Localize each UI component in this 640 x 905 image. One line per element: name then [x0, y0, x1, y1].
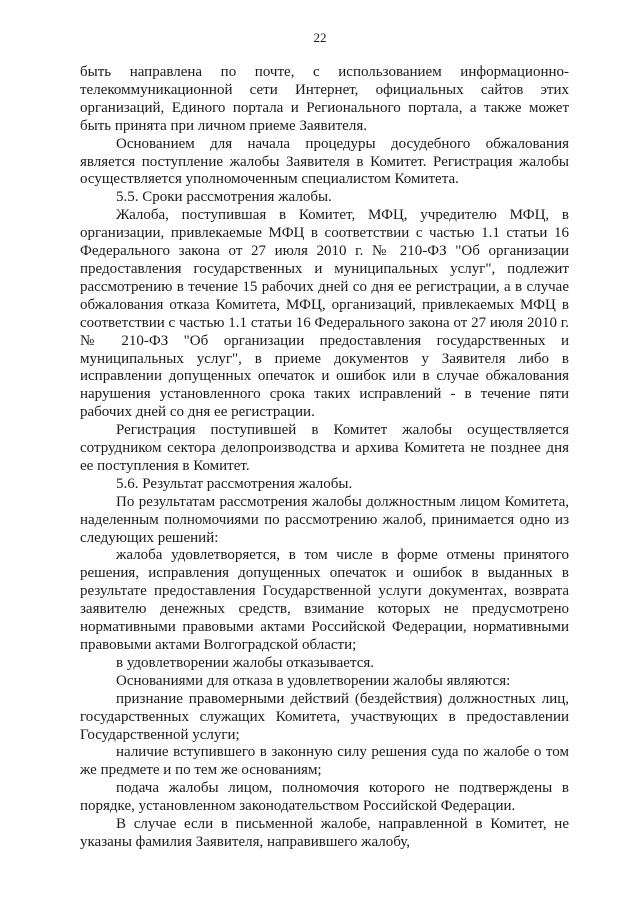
paragraph-1: быть направлена по почте, с использованием информационно-телекоммуникационной сети Интернет, официальных сайтов этих организаций, Единого портала и Регионального портала, а также может быть принята при личном приеме Заявителя. [80, 64, 569, 134]
document-body [80, 64, 569, 852]
paragraph-5: Регистрация поступившей в Комитет жалобы осуществляется сотрудником сектора делопроизводства и архива Комитета не позднее дня ее поступления в Комитет. [80, 422, 569, 474]
paragraph-10: Основаниями для отказа в удовлетворении жалобы являются: [116, 672, 511, 689]
paragraph-12: наличие вступившего в законную силу решения суда по жалобе о том же предмете и по тем же основаниям; [80, 744, 569, 779]
section-heading-5-5: 5.5. Сроки рассмотрения жалобы. [116, 189, 332, 206]
paragraph-13: подача жалобы лицом, полномочия которого не подтверждены в порядке, установленном законодательством Российской Федерации. [80, 780, 569, 815]
page-number: 22 [313, 30, 327, 45]
section-heading-5-6: 5.6. Результат рассмотрения жалобы. [116, 475, 353, 492]
paragraph-11: признание правомерными действий (бездействия) должностных лиц, государственных служащих Комитета, участвующих в предоставлении Государственной услуги; [80, 690, 569, 743]
paragraph-8: жалоба удовлетворяется, в том числе в форме отмены принятого решения, исправления допущенных опечаток и ошибок в выданных в результате предоставления Государственной услуги документах, возврата заявителю денежных средств, взимание которых не предусмотрено нормативными правовыми актами Российской Федерации, нормативными правовыми актами Волгоградской области; [80, 547, 569, 653]
paragraph-14: В случае если в письменной жалобе, направленной в Комитет, не указаны фамилия Заявителя, направившего жалобу, [80, 816, 569, 850]
paragraph-9: в удовлетворении жалобы отказывается. [116, 654, 374, 671]
paragraph-7: По результатам рассмотрения жалобы должностным лицом Комитета, наделенным полномочиями по рассмотрению жалоб, принимается одно из следующих решений: [80, 493, 569, 546]
paragraph-2: Основанием для начала процедуры досудебного обжалования является поступление жалобы Заявителя в Комитет. Регистрация жалобы осуществляется уполномоченным специалистом Комитета. [80, 135, 569, 188]
paragraph-4: Жалоба, поступившая в Комитет, МФЦ, учредителю МФЦ, в организации, привлекаемые МФЦ в соответствии с частью 1.1 статьи 16 Федерального закона от 27 июля 2010 г. № 210-ФЗ "Об организации предоставления государственных и муниципальных услуг", подлежит рассмотрению в течение 15 рабочих дней со дня ее регистрации, а в случае обжалования отказа Комитета, МФЦ, организаций, привлекаемых МФЦ в соответствии с частью 1.1 статьи 16 Федерального закона от 27 июля 2010 г. № 210-ФЗ "Об организации предоставления государственных и муниципальных услуг", в приеме документов у Заявителя либо в исправлении допущенных опечаток и ошибок или в случае обжалования нарушения установленного срока таких исправлений - в течение пяти рабочих дней со дня ее регистрации. [80, 207, 569, 421]
